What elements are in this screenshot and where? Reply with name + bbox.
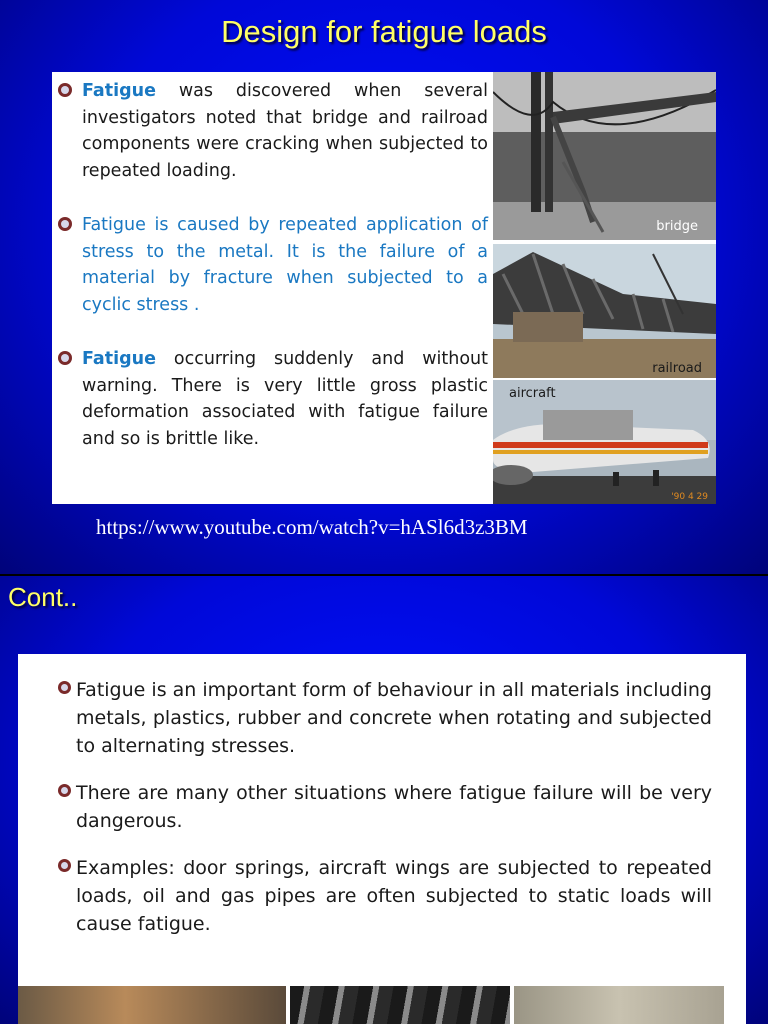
bullet-paragraph-1 bbox=[58, 676, 712, 760]
bridge-photo bbox=[493, 72, 716, 240]
bullet-icon bbox=[58, 859, 71, 872]
aircraft-photo bbox=[493, 380, 716, 504]
bullet-list bbox=[58, 676, 712, 957]
content-panel bbox=[18, 654, 746, 1024]
bridge-illustration bbox=[493, 72, 716, 240]
keyword: Fatigue bbox=[82, 349, 156, 369]
paragraph-text: Examples: door springs, aircraft wings are subjected to repeated loads, oil and gas pipes are often subjected to static loads will cause fatigue. bbox=[76, 857, 712, 935]
slide-2 bbox=[0, 576, 768, 1024]
railroad-photo bbox=[493, 244, 716, 378]
bullet-list bbox=[58, 78, 488, 480]
examples-photo-2 bbox=[290, 986, 510, 1024]
examples-photo-3 bbox=[514, 986, 724, 1024]
bullet-paragraph-1 bbox=[58, 78, 488, 184]
bridge-caption: bridge bbox=[656, 219, 698, 234]
examples-photo-1 bbox=[18, 986, 286, 1024]
slide-title: Design for fatigue loads bbox=[221, 14, 547, 49]
photo-column bbox=[493, 72, 716, 504]
paragraph-text: There are many other situations where fatigue failure will be very dangerous. bbox=[76, 782, 712, 832]
keyword: Fatigue bbox=[82, 81, 156, 101]
bullet-icon bbox=[58, 351, 72, 365]
aircraft-date-stamp: '90 4 29 bbox=[671, 492, 708, 502]
bullet-icon bbox=[58, 681, 71, 694]
paragraph-text: occurring suddenly and without warning. There is very little gross plastic deformation associated with fatigue failure and so is brittle like. bbox=[82, 349, 488, 449]
railroad-caption: railroad bbox=[652, 361, 702, 376]
slide-title: Cont.. bbox=[8, 582, 78, 612]
bullet-paragraph-3 bbox=[58, 854, 712, 938]
bullet-paragraph-2 bbox=[58, 212, 488, 318]
photo-strip bbox=[18, 986, 746, 1024]
paragraph-text: Fatigue is caused by repeated application of stress to the metal. It is the failure of a material by fracture when subjected to a cyclic stress . bbox=[82, 215, 488, 315]
railroad-illustration bbox=[493, 244, 716, 378]
youtube-link[interactable]: https://www.youtube.com/watch?v=hASl6d3z3BM bbox=[96, 515, 528, 539]
paragraph-text: Fatigue is an important form of behaviour in all materials including metals, plastics, rubber and concrete when rotating and subjected to alternating stresses. bbox=[76, 679, 712, 757]
aircraft-caption: aircraft bbox=[509, 386, 556, 401]
bullet-icon bbox=[58, 784, 71, 797]
paragraph-text: was discovered when several investigators noted that bridge and railroad components were cracking when subjected to repeated loading. bbox=[82, 81, 488, 181]
content-panel bbox=[52, 72, 716, 504]
bullet-paragraph-2 bbox=[58, 779, 712, 835]
bullet-icon bbox=[58, 217, 72, 231]
bullet-paragraph-3 bbox=[58, 346, 488, 452]
bullet-icon bbox=[58, 83, 72, 97]
